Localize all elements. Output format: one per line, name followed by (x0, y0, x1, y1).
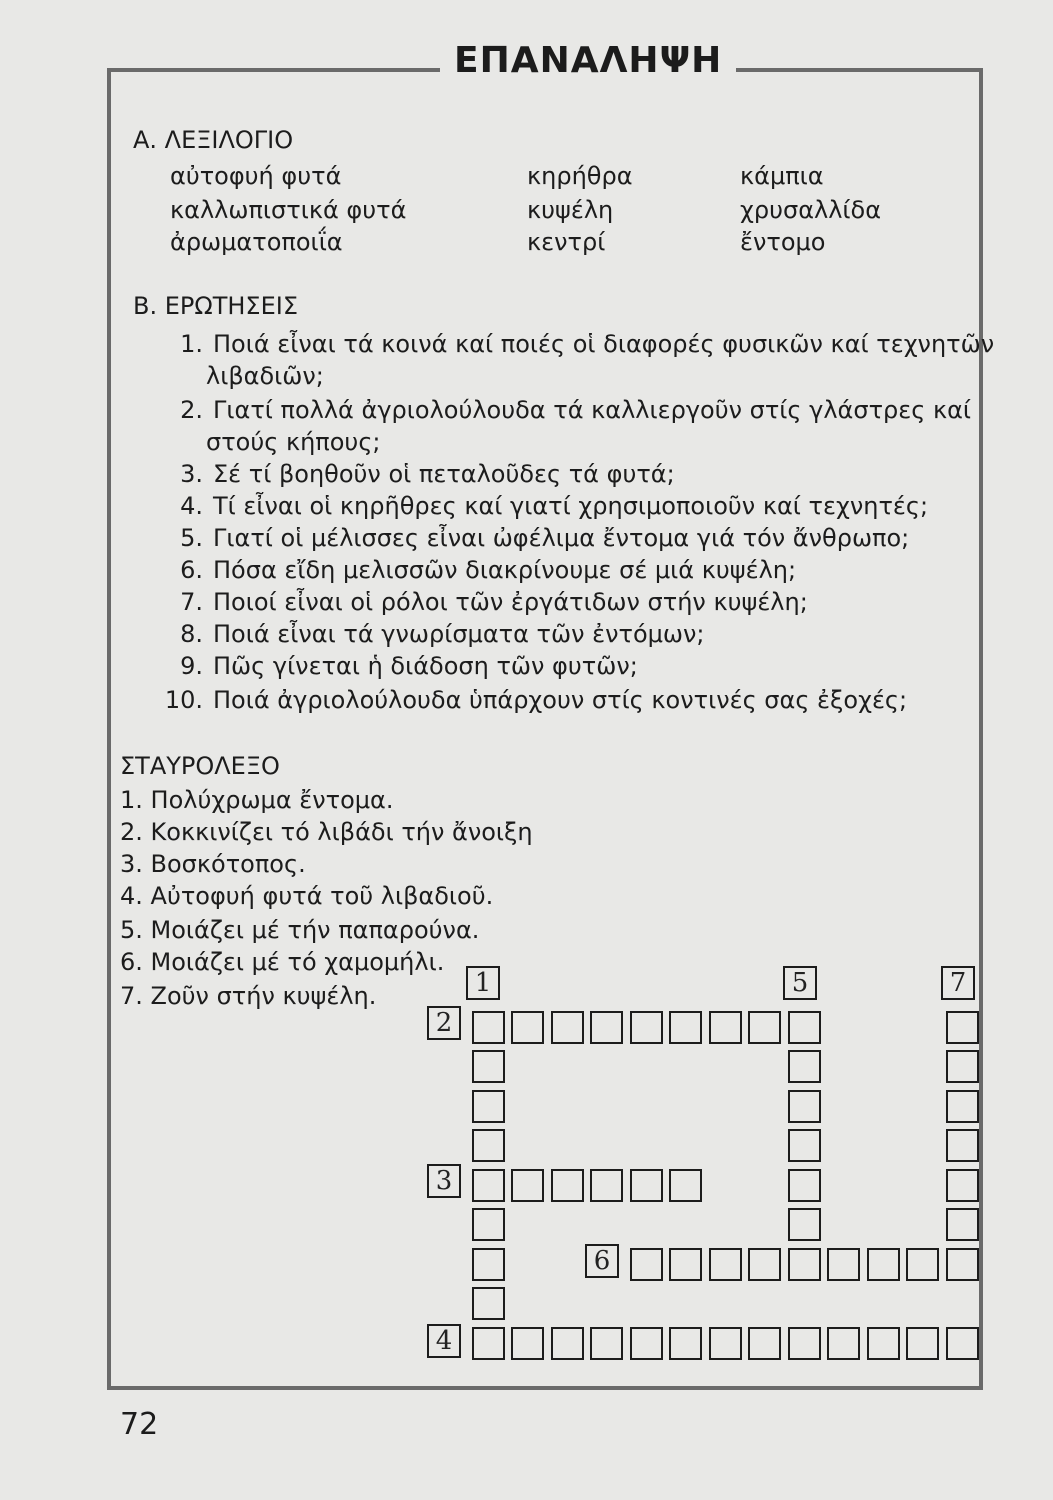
crossword-clue: 2. Κοκκινίζει τό λιβάδι τήν ἄνοιξη (120, 818, 533, 846)
crossword-cell[interactable] (669, 1327, 702, 1360)
question-number: 7. (180, 588, 203, 616)
question-text: Ποιά εἶναι τά κοινά καί ποιές οἱ διαφορές φυσικῶν καί τεχνητῶν (213, 330, 995, 358)
question-number: 9. (180, 652, 203, 680)
crossword-cell[interactable] (551, 1169, 584, 1202)
vocab-item: ἀρωματοποιΐα (170, 228, 343, 256)
questions-heading: Β. ΕΡΩΤΗΣΕΙΣ (133, 292, 298, 320)
crossword-cell[interactable] (511, 1327, 544, 1360)
crossword-cell[interactable] (630, 1169, 663, 1202)
crossword-cell[interactable] (788, 1129, 821, 1162)
vocab-item: κυψέλη (527, 196, 614, 224)
vocab-item: κεντρί (527, 228, 606, 256)
crossword-cell[interactable] (709, 1011, 742, 1044)
crossword-cell[interactable] (472, 1011, 505, 1044)
crossword-cell[interactable] (946, 1050, 979, 1083)
crossword-cell[interactable] (788, 1169, 821, 1202)
page-frame (107, 68, 983, 1390)
crossword-label: 7 (941, 966, 975, 1000)
crossword-cell[interactable] (669, 1248, 702, 1281)
crossword-cell[interactable] (788, 1050, 821, 1083)
crossword-clue: 5. Μοιάζει μέ τήν παπαρούνα. (120, 916, 480, 944)
question-text: Γιατί πολλά ἀγριολούλουδα τά καλλιεργοῦν στίς γλάστρες καί (213, 396, 972, 424)
crossword-cell[interactable] (630, 1011, 663, 1044)
crossword-cell[interactable] (669, 1011, 702, 1044)
crossword-cell[interactable] (472, 1327, 505, 1360)
crossword-clue: 7. Ζοῦν στήν κυψέλη. (120, 982, 377, 1010)
crossword-cell[interactable] (788, 1327, 821, 1360)
crossword-label: 2 (427, 1006, 461, 1040)
question-text: Ποιοί εἶναι οἱ ρόλοι τῶν ἐργάτιδων στήν κυψέλη; (213, 588, 808, 616)
crossword-clue: 1. Πολύχρωμα ἔντομα. (120, 786, 394, 814)
crossword-cell[interactable] (472, 1287, 505, 1320)
crossword-cell[interactable] (472, 1169, 505, 1202)
question-number: 1. (180, 330, 203, 358)
crossword-cell[interactable] (511, 1169, 544, 1202)
vocab-heading: Α. ΛΕΞΙΛΟΓΙΟ (133, 126, 294, 154)
crossword-cell[interactable] (551, 1327, 584, 1360)
question-number: 3. (180, 460, 203, 488)
crossword-cell[interactable] (590, 1327, 623, 1360)
crossword-cell[interactable] (906, 1248, 939, 1281)
crossword-label: 4 (427, 1324, 461, 1358)
crossword-cell[interactable] (827, 1327, 860, 1360)
crossword-cell[interactable] (946, 1327, 979, 1360)
question-number: 6. (180, 556, 203, 584)
crossword-cell[interactable] (946, 1208, 979, 1241)
question-text: στούς κήπους; (206, 428, 381, 456)
crossword-cell[interactable] (946, 1169, 979, 1202)
vocab-item: κηρήθρα (527, 162, 633, 190)
crossword-cell[interactable] (709, 1248, 742, 1281)
question-text: Τί εἶναι οἱ κηρῆθρες καί γιατί χρησιμοποιοῦν καί τεχνητές; (213, 492, 929, 520)
crossword-clue: 3. Βοσκότοπος. (120, 850, 306, 878)
crossword-heading: ΣΤΑΥΡΟΛΕΞΟ (120, 752, 280, 780)
crossword-cell[interactable] (709, 1327, 742, 1360)
question-text: Πόσα εἴδη μελισσῶν διακρίνουμε σέ μιά κυψέλη; (213, 556, 797, 584)
page-title: ΕΠΑΝΑΛΗΨΗ (440, 40, 736, 81)
crossword-cell[interactable] (867, 1248, 900, 1281)
crossword-cell[interactable] (511, 1011, 544, 1044)
crossword-label: 3 (427, 1164, 461, 1198)
question-text: Σέ τί βοηθοῦν οἱ πεταλοῦδες τά φυτά; (213, 460, 675, 488)
crossword-cell[interactable] (472, 1050, 505, 1083)
crossword-clue: 6. Μοιάζει μέ τό χαμομήλι. (120, 948, 445, 976)
crossword-cell[interactable] (788, 1011, 821, 1044)
crossword-cell[interactable] (788, 1248, 821, 1281)
crossword-cell[interactable] (551, 1011, 584, 1044)
crossword-cell[interactable] (590, 1011, 623, 1044)
crossword-clue: 4. Αὐτοφυή φυτά τοῦ λιβαδιοῦ. (120, 882, 494, 910)
question-number: 2. (180, 396, 203, 424)
question-text: Ποιά ἀγριολούλουδα ὑπάρχουν στίς κοντινές σας ἐξοχές; (213, 686, 908, 714)
question-text: Γιατί οἱ μέλισσες εἶναι ὠφέλιμα ἔντομα γιά τόν ἄνθρωπο; (213, 524, 910, 552)
crossword-cell[interactable] (630, 1248, 663, 1281)
crossword-cell[interactable] (827, 1248, 860, 1281)
crossword-label: 6 (585, 1244, 619, 1278)
crossword-cell[interactable] (788, 1208, 821, 1241)
crossword-label: 1 (466, 966, 500, 1000)
vocab-item: καλλωπιστικά φυτά (170, 196, 407, 224)
crossword-cell[interactable] (590, 1169, 623, 1202)
vocab-item: κάμπια (740, 162, 824, 190)
crossword-cell[interactable] (906, 1327, 939, 1360)
crossword-cell[interactable] (748, 1011, 781, 1044)
crossword-cell[interactable] (748, 1248, 781, 1281)
question-number: 4. (180, 492, 203, 520)
question-text: Ποιά εἶναι τά γνωρίσματα τῶν ἐντόμων; (213, 620, 705, 648)
question-number: 10. (164, 686, 203, 714)
vocab-item: ἔντομο (740, 228, 826, 256)
crossword-cell[interactable] (472, 1129, 505, 1162)
question-text: Πῶς γίνεται ἡ διάδοση τῶν φυτῶν; (213, 652, 638, 680)
question-text: λιβαδιῶν; (206, 362, 324, 390)
crossword-cell[interactable] (946, 1090, 979, 1123)
crossword-cell[interactable] (630, 1327, 663, 1360)
crossword-cell[interactable] (867, 1327, 900, 1360)
crossword-cell[interactable] (472, 1248, 505, 1281)
vocab-item: αὐτοφυή φυτά (170, 162, 342, 190)
question-number: 8. (180, 620, 203, 648)
crossword-cell[interactable] (472, 1090, 505, 1123)
vocab-item: χρυσαλλίδα (740, 196, 882, 224)
crossword-cell[interactable] (946, 1011, 979, 1044)
crossword-cell[interactable] (946, 1248, 979, 1281)
crossword-cell[interactable] (669, 1169, 702, 1202)
crossword-cell[interactable] (472, 1208, 505, 1241)
crossword-cell[interactable] (788, 1090, 821, 1123)
crossword-cell[interactable] (748, 1327, 781, 1360)
question-number: 5. (180, 524, 203, 552)
page-number: 72 (120, 1407, 159, 1442)
crossword-cell[interactable] (946, 1129, 979, 1162)
crossword-label: 5 (783, 966, 817, 1000)
